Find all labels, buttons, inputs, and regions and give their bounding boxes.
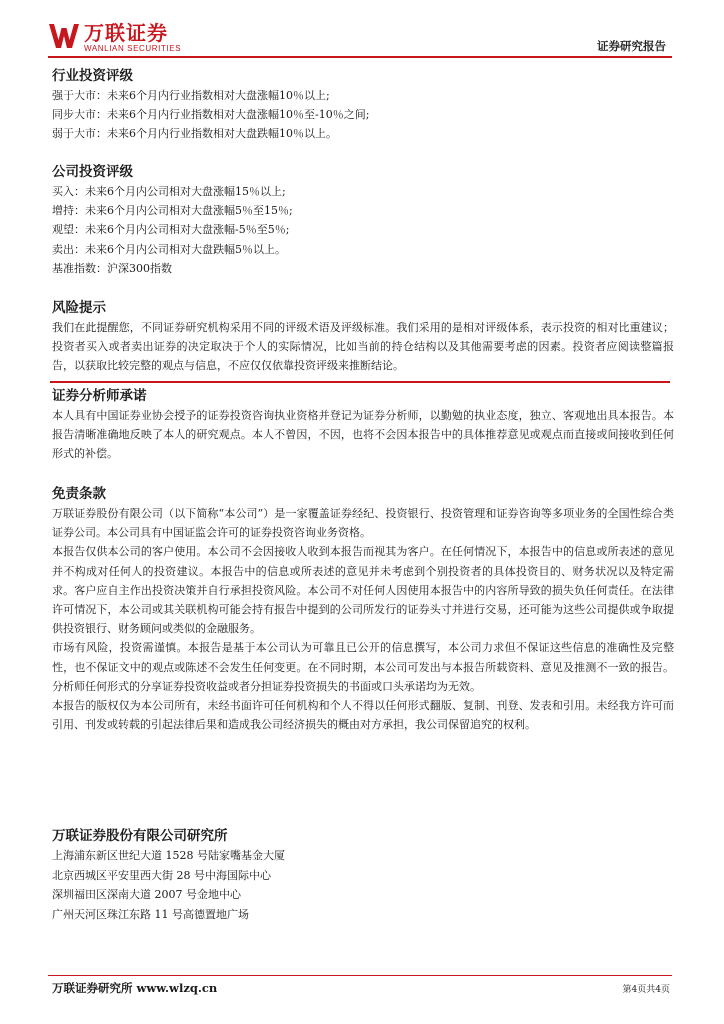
analyst-section [52, 386, 674, 464]
footer-divider [48, 975, 672, 976]
company-rating-section [52, 162, 674, 278]
risk-section [52, 298, 674, 376]
industry-rating-line: 同步大市：未来6个月内行业指数相对大盘涨幅10％至-10％之间; [52, 108, 370, 122]
risk-text: 我们在此提醒您，不同证券研究机构采用不同的评级术语及评级标准。我们采用的是相对评级体系，表示投资的相对比重建议；投资者买入或者卖出证券的决定取决于个人的实际情况，比如当前的持仓结构以及其他需要考虑的因素。投资者应阅读整篇报告，以获取比较完整的观点与信息，不应仅仅依靠投资评级来推断结论。 [52, 321, 674, 373]
industry-rating-title: 行业投资评级 [52, 68, 133, 84]
disclaimer-title: 免责条款 [52, 486, 106, 502]
risk-title: 风险提示 [52, 300, 106, 316]
disclaimer-paragraph: 本报告的版权仅为本公司所有，未经书面许可任何机构和个人不得以任何形式翻版、复制、刊登、发表和引用。未经我方许可而引用、刊发或转载的引起法律后果和造成我公司经济损失的概由对方承担，我公司保留追究的权利。 [52, 699, 674, 732]
company-rating-line: 增持：未来6个月内公司相对大盘涨幅5％至15％; [52, 204, 293, 218]
disclaimer-paragraph: 本报告仅供本公司的客户使用。本公司不会因接收人收到本报告而视其为客户。在任何情况下，本报告中的信息或所表述的意见并不构成对任何人的投资建议。本报告中的信息或所表述的意见并未考虑到个别投资者的具体投资目的、财务状况以及特定需求。客户应自主作出投资决策并自行承担投资风险。本公司不对任何人因使用本报告中的内容所导致的损失负任何责任。在法律许可情况下，本公司或其关联机构可能会持有报告中提到的公司所发行的证券头寸并进行交易，还可能为这些公司提供或争取提供投资银行、财务顾问或类似的金融服务。 [52, 545, 674, 636]
report-type-label: 证券研究报告 [597, 39, 666, 53]
analyst-title: 证券分析师承诺 [52, 388, 147, 404]
institute-address: 北京西城区平安里西大街 28 号中海国际中心 [52, 868, 271, 882]
wanlian-w-logo-icon [48, 22, 80, 50]
disclaimer-section [52, 484, 674, 734]
benchmark-index: 基准指数：沪深300指数 [52, 261, 172, 275]
logo-english-name: WANLIAN SECURITIES [84, 44, 182, 53]
company-logo [48, 22, 181, 52]
institute-address: 广州天河区珠江东路 11 号高德置地广场 [52, 907, 249, 921]
industry-rating-line: 强于大市：未来6个月内行业指数相对大盘涨幅10％以上; [52, 89, 330, 102]
company-rating-line: 买入：未来6个月内公司相对大盘涨幅15％以上; [52, 185, 286, 198]
footer-institute-url: 万联证券研究所 www.wlzq.cn [52, 981, 218, 995]
disclaimer-paragraph: 市场有风险，投资需谨慎。本报告是基于本公司认为可靠且已公开的信息撰写，本公司力求但不保证这些信息的准确性及完整性，也不保证文中的观点或陈述不会发生任何变更。在不同时期，本公司可发出与本报告所载资料、意见及推测不一致的报告。分析师任何形式的分享证券投资收益或者分担证券投资损失的书面或口头承诺均为无效。 [52, 641, 674, 693]
header-divider [48, 56, 672, 58]
analyst-text: 本人具有中国证券业协会授予的证券投资咨询执业资格并登记为证券分析师，以勤勉的执业态度，独立、客观地出具本报告。本报告清晰准确地反映了本人的研究观点。本人不曾因，不因，也将不会因本报告中的具体推荐意见或观点而直接或间接收到任何形式的补偿。 [52, 409, 674, 461]
industry-rating-section [52, 66, 674, 144]
disclaimer-paragraph: 万联证券股份有限公司（以下简称“本公司”）是一家覆盖证券经纪、投资银行、投资管理和证券咨询等多项业务的全国性综合类证券公司。本公司具有中国证监会许可的证券投资咨询业务资格。 [52, 507, 674, 540]
section-divider [50, 381, 670, 383]
logo-chinese-name: 万联证券 [84, 21, 168, 45]
company-rating-title: 公司投资评级 [52, 164, 133, 180]
company-rating-line: 观望：未来6个月内公司相对大盘涨幅-5％至5％; [52, 223, 290, 237]
page-header [48, 22, 672, 56]
page-number: 第4页共4页 [622, 985, 670, 995]
institute-address: 上海浦东新区世纪大道 1528 号陆家嘴基金大厦 [52, 849, 285, 862]
company-rating-line: 卖出：未来6个月内公司相对大盘跌幅5％以上。 [52, 242, 286, 256]
institute-address: 深圳福田区深南大道 2007 号金地中心 [52, 888, 241, 901]
industry-rating-line: 弱于大市：未来6个月内行业指数相对大盘跌幅10％以上。 [52, 127, 337, 141]
institute-title: 万联证券股份有限公司研究所 [52, 828, 228, 844]
institute-section [52, 826, 674, 924]
